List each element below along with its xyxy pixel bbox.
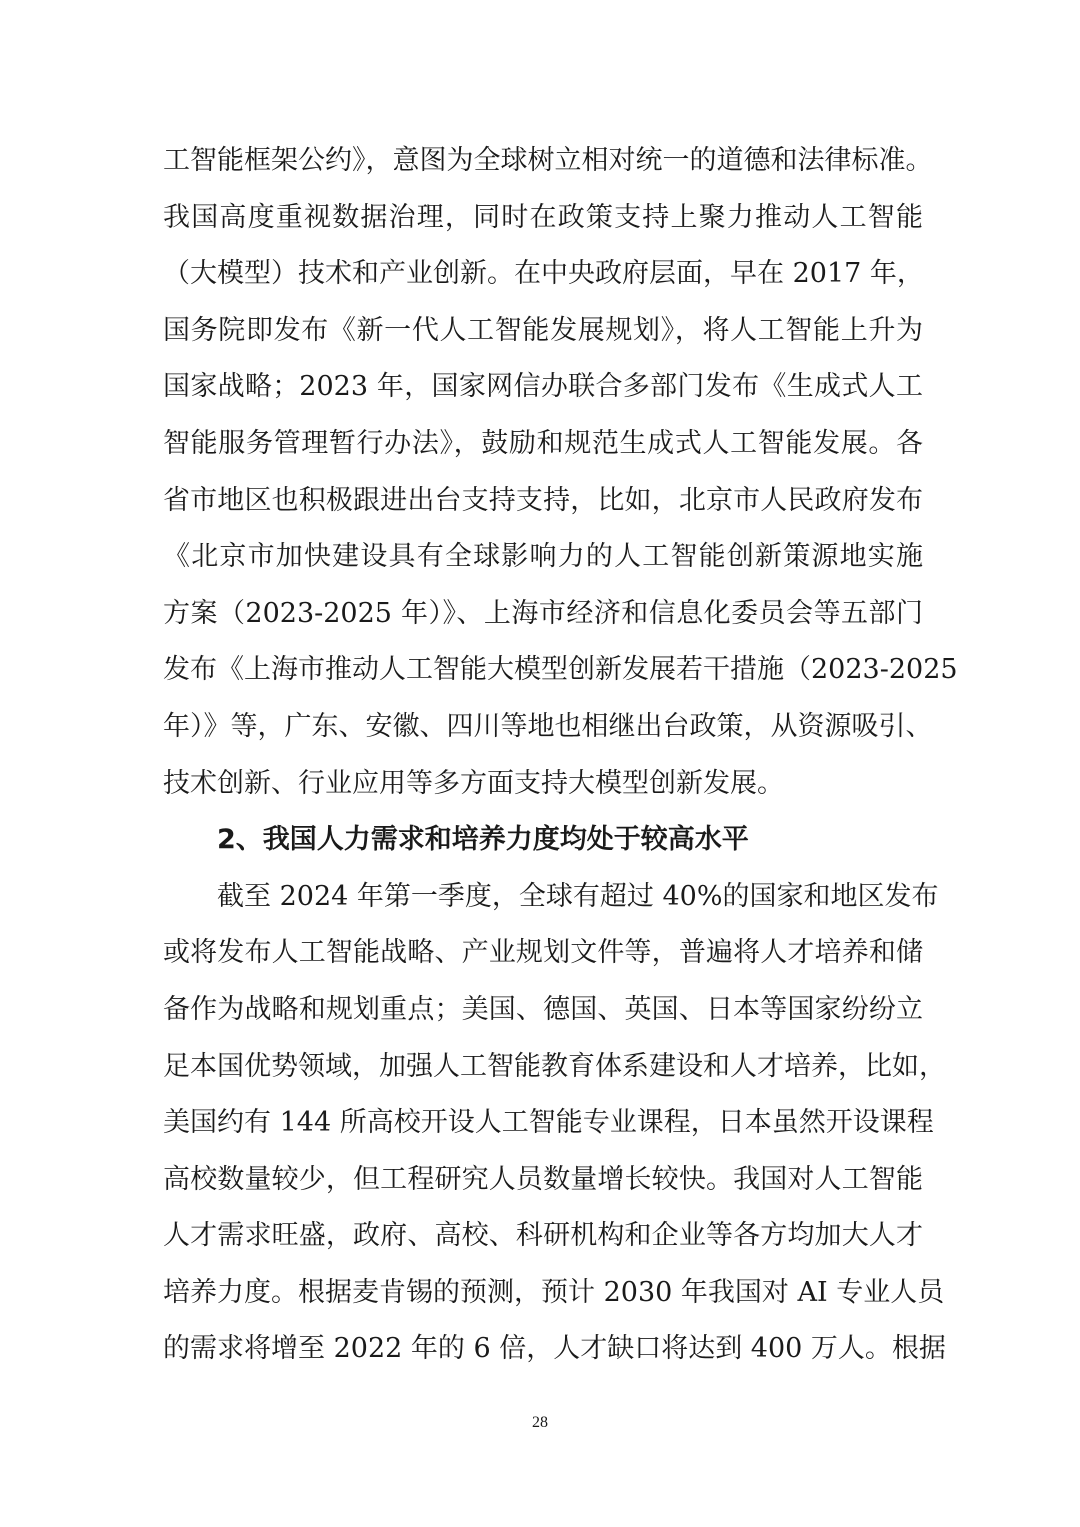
text-line: 我国高度重视数据治理，同时在政策支持上聚力推动人工智能: [163, 201, 923, 233]
text-line: 国家战略；2023 年，国家网信办联合多部门发布《生成式人工: [163, 371, 923, 403]
text-line: （大模型）技术和产业创新。在中央政府层面，早在 2017 年，: [163, 258, 924, 290]
paragraph: [163, 133, 958, 812]
text-line: 国务院即发布《新一代人工智能发展规划》，将人工智能上升为: [163, 314, 923, 346]
text-line: 备作为战略和规划重点；美国、德国、英国、日本等国家纷纷立: [163, 993, 923, 1025]
text-line: 培养力度。根据麦肯锡的预测，预计 2030 年我国对 AI 专业人员: [163, 1276, 945, 1308]
text-line: 高校数量较少，但工程研究人员数量增长较快。我国对人工智能: [163, 1163, 923, 1195]
text-line: 人才需求旺盛，政府、高校、科研机构和企业等各方均加大人才: [163, 1220, 923, 1252]
text-line: 足本国优势领域，加强人工智能教育体系建设和人才培养，比如，: [163, 1050, 946, 1082]
text-line: 截至 2024 年第一季度，全球有超过 40%的国家和地区发布: [217, 880, 939, 912]
text-line: 或将发布人工智能战略、产业规划文件等，普遍将人才培养和储: [163, 937, 923, 969]
text-line: 美国约有 144 所高校开设人工智能专业课程，日本虽然开设课程: [163, 1107, 934, 1139]
text-line: 省市地区也积极跟进出台支持支持，比如，北京市人民政府发布: [163, 484, 923, 516]
text-line: 《北京市加快建设具有全球影响力的人工智能创新策源地实施: [163, 541, 923, 573]
text-line: 的需求将增至 2022 年的 6 倍，人才缺口将达到 400 万人。根据: [163, 1333, 946, 1365]
page-number: 28: [532, 1414, 548, 1431]
section-heading: 2、我国人力需求和培养力度均处于较高水平: [217, 824, 749, 856]
text-line: 技术创新、行业应用等多方面支持大模型创新发展。: [163, 767, 784, 799]
body-text: [163, 133, 958, 1378]
text-line: 工智能框架公约》，意图为全球树立相对统一的道德和法律标准。: [163, 145, 933, 176]
text-line: 年）》等，广东、安徽、四川等地也相继出台政策，从资源吸引、: [163, 710, 933, 742]
text-line: 智能服务管理暂行办法》，鼓励和规范生成式人工智能发展。各: [163, 427, 923, 459]
text-line: 方案（2023-2025 年）》、上海市经济和信息化委员会等五部门: [163, 597, 923, 629]
paragraph: [163, 869, 946, 1378]
text-line: 发布《上海市推动人工智能大模型创新发展若干措施（2023-2025: [163, 654, 958, 686]
